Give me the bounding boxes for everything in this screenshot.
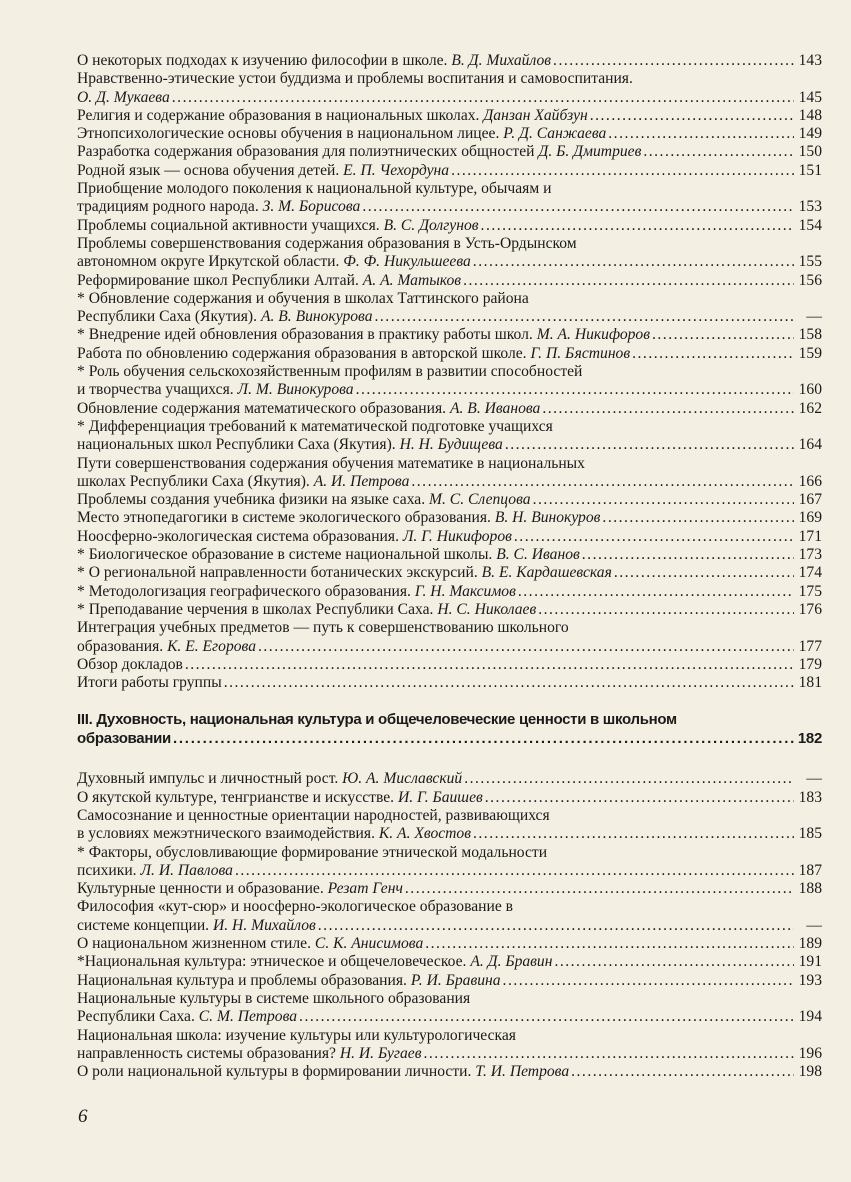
entry-title: Этнопсихологические основы обучения в национальном лицее. bbox=[77, 125, 500, 143]
page-number: — bbox=[806, 916, 822, 934]
entry-title: Проблемы создания учебника физики на языке саха. bbox=[77, 491, 426, 509]
toc-entry bbox=[77, 162, 822, 180]
toc-entry-line bbox=[77, 1008, 822, 1026]
dot-leader bbox=[582, 546, 794, 564]
entry-author: В. Д. Михайлов bbox=[451, 52, 552, 69]
page-number: 183 bbox=[798, 788, 822, 806]
entry-title-start: Проблемы совершенствования содержания образования в Усть-Ордынском bbox=[77, 234, 577, 252]
entry-author: О. Д. Мукаева bbox=[77, 88, 170, 106]
toc-entry bbox=[77, 345, 822, 363]
toc-entry-line bbox=[77, 953, 822, 971]
entry-author: Г. П. Бястинов bbox=[530, 344, 631, 362]
toc-entry-line bbox=[77, 972, 822, 990]
entry-title: системе концепции. bbox=[77, 916, 210, 934]
entry-title: Итоги работы группы bbox=[77, 674, 222, 692]
toc-entry bbox=[77, 898, 822, 935]
toc-entry bbox=[77, 619, 822, 656]
entry-author: Резат Генч bbox=[327, 880, 403, 898]
dot-leader bbox=[632, 345, 794, 363]
dot-leader bbox=[473, 825, 794, 843]
dot-leader bbox=[451, 162, 794, 180]
dot-leader bbox=[481, 217, 794, 235]
page-number: 148 bbox=[798, 106, 822, 124]
entry-title: Ноосферно-экологическая система образования. bbox=[77, 527, 399, 545]
toc-entry bbox=[77, 290, 822, 327]
dot-leader bbox=[485, 789, 794, 807]
toc-entry bbox=[77, 880, 822, 898]
toc-entry-line bbox=[77, 1027, 822, 1045]
toc-entry-line bbox=[77, 935, 822, 953]
toc-entry-line bbox=[77, 436, 822, 454]
section-heading-text-2: образовании bbox=[77, 730, 171, 748]
toc-entry-line bbox=[77, 455, 822, 473]
page-number: 196 bbox=[798, 1044, 822, 1062]
toc-entry-line bbox=[77, 326, 822, 344]
entry-author: А. Д. Бравин bbox=[470, 953, 553, 971]
entry-author: В. Н. Винокуров bbox=[494, 509, 601, 527]
page-number: 193 bbox=[798, 971, 822, 989]
page-number: 159 bbox=[798, 344, 822, 362]
dot-leader bbox=[423, 1045, 794, 1063]
page-number: 166 bbox=[798, 472, 822, 490]
toc-entry-line bbox=[77, 107, 822, 125]
page-number: 182 bbox=[797, 730, 822, 748]
entry-author: Т. И. Петрова bbox=[475, 1063, 570, 1081]
entry-title: автономном округе Иркутской области. bbox=[77, 253, 340, 271]
dot-leader bbox=[602, 509, 794, 527]
toc-entry-line bbox=[77, 509, 822, 527]
toc-entry bbox=[77, 52, 822, 70]
toc-entry bbox=[77, 180, 822, 217]
toc-entry-line bbox=[77, 290, 822, 308]
entry-title-start: Национальные культуры в системе школьного образования bbox=[77, 989, 471, 1007]
toc-entry-line bbox=[77, 880, 822, 898]
toc-entry bbox=[77, 455, 822, 492]
entry-title: Обновление содержания математического образования. bbox=[77, 399, 447, 417]
entry-author: М. С. Слепцова bbox=[429, 491, 531, 509]
entry-title-start: Национальная школа: изучение культуры или культурологическая bbox=[77, 1026, 516, 1044]
page-number: 171 bbox=[798, 527, 822, 545]
dot-leader bbox=[608, 125, 794, 143]
toc-entry-line bbox=[77, 844, 822, 862]
toc-entry bbox=[77, 400, 822, 418]
entry-author: А. А. Матыков bbox=[362, 271, 462, 289]
entry-title: Проблемы социальной активности учащихся. bbox=[77, 216, 380, 234]
toc-entry-line bbox=[77, 546, 822, 564]
toc-entry bbox=[77, 125, 822, 143]
toc-entry-line bbox=[77, 162, 822, 180]
entry-author: И. Н. Михайлов bbox=[213, 916, 316, 934]
page-number: 177 bbox=[798, 637, 822, 655]
page-number: — bbox=[806, 770, 822, 788]
entry-author: Ю. А. Миславский bbox=[342, 770, 463, 788]
entry-author: Р. И. Бравина bbox=[410, 971, 501, 989]
toc-entry-line bbox=[77, 198, 822, 216]
entry-title-start: Интеграция учебных предметов — путь к совершенствованию школьного bbox=[77, 619, 569, 637]
entry-author: М. А. Никифоров bbox=[536, 326, 651, 344]
dot-leader bbox=[362, 198, 794, 216]
entry-title: направленность системы образования? bbox=[77, 1044, 336, 1062]
toc-entry bbox=[77, 770, 822, 788]
section-heading-line-1 bbox=[77, 710, 822, 729]
dot-leader bbox=[411, 473, 794, 491]
toc-entry-line bbox=[77, 1045, 822, 1063]
toc-entry bbox=[77, 1063, 822, 1081]
entry-author: К. Е. Егорова bbox=[167, 637, 256, 655]
toc-entry-line bbox=[77, 601, 822, 619]
toc-entry bbox=[77, 217, 822, 235]
dot-leader bbox=[172, 89, 794, 107]
entry-title: школах Республики Саха (Якутия). bbox=[77, 472, 310, 490]
page-number: 198 bbox=[798, 1063, 822, 1081]
toc-entry-line bbox=[77, 674, 822, 692]
entry-title-start: Философия «кут-сюр» и ноосферно-экологическое образование в bbox=[77, 898, 514, 916]
entry-author: А. В. Винокурова bbox=[260, 308, 373, 326]
toc-entry-line bbox=[77, 363, 822, 381]
toc-entry-line bbox=[77, 272, 822, 290]
page-number: 154 bbox=[798, 216, 822, 234]
page-number: 160 bbox=[798, 381, 822, 399]
page-number: 167 bbox=[798, 491, 822, 509]
toc-entry-line bbox=[77, 473, 822, 491]
dot-leader bbox=[299, 1008, 794, 1026]
entry-author: Л. И. Павлова bbox=[140, 861, 233, 879]
entry-author: А. В. Иванова bbox=[449, 399, 541, 417]
toc-entry bbox=[77, 807, 822, 844]
page-number: 191 bbox=[798, 953, 822, 971]
entry-title: национальных школ Республики Саха (Якутия). bbox=[77, 436, 396, 454]
toc-entry bbox=[77, 990, 822, 1027]
entry-title-start: Пути совершенствования содержания обучения математике в национальных bbox=[77, 454, 585, 472]
page-number: 162 bbox=[798, 399, 822, 417]
entry-author: Данзан Хайбзун bbox=[483, 106, 588, 124]
toc-entry bbox=[77, 107, 822, 125]
toc-entry-line bbox=[77, 583, 822, 601]
page-number: 164 bbox=[798, 436, 822, 454]
toc-entry-line bbox=[77, 807, 822, 825]
dot-leader bbox=[542, 400, 794, 418]
toc-entry bbox=[77, 674, 822, 692]
toc-entry bbox=[77, 972, 822, 990]
dot-leader bbox=[505, 436, 794, 454]
toc-entry bbox=[77, 583, 822, 601]
entry-title: Реформирование школ Республики Алтай. bbox=[77, 271, 359, 289]
toc-entry bbox=[77, 601, 822, 619]
entry-author: Г. Н. Максимов bbox=[414, 582, 516, 600]
page-number: 143 bbox=[798, 52, 822, 69]
toc-entry-line bbox=[77, 180, 822, 198]
toc-entry bbox=[77, 1027, 822, 1064]
entry-title: Обзор докладов bbox=[77, 655, 183, 673]
dot-leader bbox=[425, 935, 794, 953]
toc-entry-line bbox=[77, 528, 822, 546]
page-number: 189 bbox=[798, 935, 822, 953]
toc-entry-line bbox=[77, 825, 822, 843]
toc-entry bbox=[77, 143, 822, 161]
entry-title: Республики Саха (Якутия). bbox=[77, 308, 258, 326]
entry-author: Л. М. Винокурова bbox=[237, 381, 354, 399]
toc-entry-line bbox=[77, 619, 822, 637]
toc-entry-line bbox=[77, 491, 822, 509]
toc-entry-line bbox=[77, 345, 822, 363]
entry-author: С. К. Анисимова bbox=[314, 935, 424, 953]
entry-title-start: Приобщение молодого поколения к национальной культуре, обычаям и bbox=[77, 180, 552, 198]
entry-title: * Преподавание черчения в школах Республики Саха. bbox=[77, 600, 434, 618]
entry-title: Работа по обновлению содержания образования в авторской школе. bbox=[77, 344, 527, 362]
dot-leader bbox=[185, 656, 794, 674]
entry-author: Н. И. Бугаев bbox=[339, 1044, 422, 1062]
entry-title: *Национальная культура: этническое и общечеловеческое. bbox=[77, 953, 467, 971]
toc-entry bbox=[77, 509, 822, 527]
dot-leader bbox=[590, 107, 794, 125]
page-number: 156 bbox=[798, 271, 822, 289]
page-number: 187 bbox=[798, 861, 822, 879]
toc-block-2 bbox=[77, 770, 822, 1081]
dot-leader bbox=[463, 272, 794, 290]
dot-leader bbox=[224, 674, 794, 692]
page-number: 158 bbox=[798, 326, 822, 344]
dot-leader bbox=[518, 583, 794, 601]
entry-author: В. С. Долгунов bbox=[383, 216, 479, 234]
entry-title: * Внедрение идей обновления образования в практику работы школ. bbox=[77, 326, 533, 344]
entry-title: традициям родного народа. bbox=[77, 198, 259, 216]
toc-block-1 bbox=[77, 52, 822, 692]
entry-title: Национальная культура и проблемы образования. bbox=[77, 971, 407, 989]
page-number: 145 bbox=[798, 88, 822, 106]
page-number: 153 bbox=[798, 198, 822, 216]
toc-entry-line bbox=[77, 770, 822, 788]
toc-entry-line bbox=[77, 898, 822, 916]
toc-entry-line bbox=[77, 89, 822, 107]
entry-title: О некоторых подходах к изучению философии в школе. bbox=[77, 52, 448, 69]
toc-entry bbox=[77, 418, 822, 455]
section-heading-line-2 bbox=[77, 729, 822, 748]
toc-entry-line bbox=[77, 638, 822, 656]
dot-leader bbox=[258, 638, 794, 656]
entry-author: Е. П. Чехордуна bbox=[343, 161, 450, 179]
dot-leader bbox=[375, 308, 795, 326]
entry-author: В. С. Иванов bbox=[496, 546, 580, 564]
toc-entry-line bbox=[77, 308, 822, 326]
page-number: 181 bbox=[798, 674, 822, 692]
page-number: 149 bbox=[798, 125, 822, 143]
entry-author: З. М. Борисова bbox=[262, 198, 361, 216]
page-number: 174 bbox=[798, 564, 822, 582]
entry-title: Место этнопедагогики в системе экологического образования. bbox=[77, 509, 491, 527]
page-number: 175 bbox=[798, 582, 822, 600]
entry-title-start: Самосознание и ценностные ориентации народностей, развивающихся bbox=[77, 806, 550, 824]
entry-title: Культурные ценности и образование. bbox=[77, 880, 324, 898]
toc-entry bbox=[77, 789, 822, 807]
toc-entry bbox=[77, 844, 822, 881]
entry-title: О национальном жизненном стиле. bbox=[77, 935, 312, 953]
page-number: 173 bbox=[798, 546, 822, 564]
entry-title-start: * Обновление содержания и обучения в школах Таттинского района bbox=[77, 289, 529, 307]
dot-leader bbox=[652, 326, 794, 344]
toc-entry-line bbox=[77, 70, 822, 88]
dot-leader bbox=[538, 601, 794, 619]
toc-entry bbox=[77, 953, 822, 971]
page-number: 176 bbox=[798, 600, 822, 618]
page-number: 150 bbox=[798, 143, 822, 161]
entry-title: Родной язык — основа обучения детей. bbox=[77, 161, 340, 179]
entry-title-start: * Роль обучения сельскохозяйственным профилям в развитии способностей bbox=[77, 363, 583, 381]
page-number: 185 bbox=[798, 825, 822, 843]
dot-leader bbox=[553, 52, 794, 70]
dot-leader bbox=[533, 491, 794, 509]
entry-title-start: * Факторы, обусловливающие формирование этнической модальности bbox=[77, 843, 548, 861]
entry-title: Разработка содержания образования для полиэтнических общностей bbox=[77, 143, 535, 161]
toc-entry bbox=[77, 491, 822, 509]
toc-entry bbox=[77, 564, 822, 582]
entry-title: образования. bbox=[77, 637, 164, 655]
toc-entry-line bbox=[77, 143, 822, 161]
entry-author: И. Г. Баишев bbox=[397, 788, 483, 806]
dot-leader bbox=[405, 880, 794, 898]
dot-leader bbox=[503, 972, 794, 990]
entry-author: Н. С. Николаев bbox=[437, 600, 537, 618]
toc-entry bbox=[77, 656, 822, 674]
toc-entry bbox=[77, 528, 822, 546]
dot-leader bbox=[173, 729, 794, 748]
section-heading bbox=[77, 710, 822, 748]
entry-title: * Методологизация географического образования. bbox=[77, 582, 411, 600]
entry-author: Р. Д. Санжаева bbox=[503, 125, 607, 143]
entry-title: О якутской культуре, тенгрианстве и искусстве. bbox=[77, 788, 395, 806]
toc-entry-line bbox=[77, 418, 822, 436]
page-number: 188 bbox=[798, 880, 822, 898]
entry-title: в условиях межэтнического взаимодействия. bbox=[77, 825, 375, 843]
entry-title: О роли национальной культуры в формировании личности. bbox=[77, 1063, 472, 1081]
entry-title: Религия и содержание образования в национальных школах. bbox=[77, 106, 480, 124]
toc-entry bbox=[77, 70, 822, 107]
entry-title: и творчества учащихся. bbox=[77, 381, 234, 399]
toc-entry bbox=[77, 272, 822, 290]
table-of-contents bbox=[77, 52, 822, 1081]
page-number: — bbox=[806, 308, 822, 326]
page-number: 194 bbox=[798, 1008, 822, 1026]
entry-author: Л. Г. Никифоров bbox=[402, 527, 512, 545]
toc-entry bbox=[77, 326, 822, 344]
toc-entry-line bbox=[77, 1063, 822, 1081]
entry-title: психики. bbox=[77, 861, 137, 879]
dot-leader bbox=[464, 770, 794, 788]
page-number: 169 bbox=[798, 509, 822, 527]
toc-entry bbox=[77, 935, 822, 953]
toc-entry-line bbox=[77, 217, 822, 235]
section-heading-text: III. Духовность, национальная культура и общечеловеческие ценности в школьном bbox=[77, 711, 677, 729]
dot-leader bbox=[356, 381, 794, 399]
dot-leader bbox=[514, 528, 794, 546]
entry-author: Ф. Ф. Никульшеева bbox=[343, 253, 471, 271]
entry-author: К. А. Хвостов bbox=[378, 825, 471, 843]
dot-leader bbox=[614, 564, 794, 582]
toc-entry-line bbox=[77, 400, 822, 418]
toc-entry-line bbox=[77, 235, 822, 253]
toc-entry-line bbox=[77, 381, 822, 399]
toc-entry-line bbox=[77, 52, 822, 70]
entry-author: Н. Н. Будищева bbox=[399, 436, 503, 454]
toc-entry-line bbox=[77, 862, 822, 880]
toc-entry bbox=[77, 235, 822, 272]
entry-title-start: * Дифференциация требований к математической подготовке учащихся bbox=[77, 417, 553, 435]
entry-title: * О региональной направленности ботанических экскурсий. bbox=[77, 564, 478, 582]
toc-entry-line bbox=[77, 656, 822, 674]
toc-entry bbox=[77, 363, 822, 400]
entry-title-start: Нравственно-этические устои буддизма и проблемы воспитания и самовоспитания. bbox=[77, 70, 633, 88]
dot-leader bbox=[473, 253, 794, 271]
entry-title: Республики Саха. bbox=[77, 1008, 195, 1026]
dot-leader bbox=[643, 143, 794, 161]
entry-author: А. И. Петрова bbox=[313, 472, 410, 490]
toc-entry bbox=[77, 546, 822, 564]
page-number: 179 bbox=[798, 655, 822, 673]
entry-author: С. М. Петрова bbox=[198, 1008, 298, 1026]
toc-entry-line bbox=[77, 990, 822, 1008]
toc-entry-line bbox=[77, 789, 822, 807]
dot-leader bbox=[235, 862, 794, 880]
dot-leader bbox=[554, 953, 794, 971]
entry-title: Духовный импульс и личностный рост. bbox=[77, 770, 339, 788]
dot-leader bbox=[318, 917, 794, 935]
page-folio: 6 bbox=[78, 1106, 88, 1127]
toc-entry-line bbox=[77, 253, 822, 271]
toc-entry-line bbox=[77, 125, 822, 143]
toc-entry-line bbox=[77, 564, 822, 582]
page-number: 151 bbox=[798, 161, 822, 179]
page-number: 155 bbox=[798, 253, 822, 271]
entry-author: Д. Б. Дмитриев bbox=[538, 143, 642, 161]
toc-entry-line bbox=[77, 917, 822, 935]
entry-title: * Биологическое образование в системе национальной школы. bbox=[77, 546, 493, 564]
entry-author: В. Е. Кардашевская bbox=[481, 564, 612, 582]
dot-leader bbox=[571, 1063, 794, 1081]
